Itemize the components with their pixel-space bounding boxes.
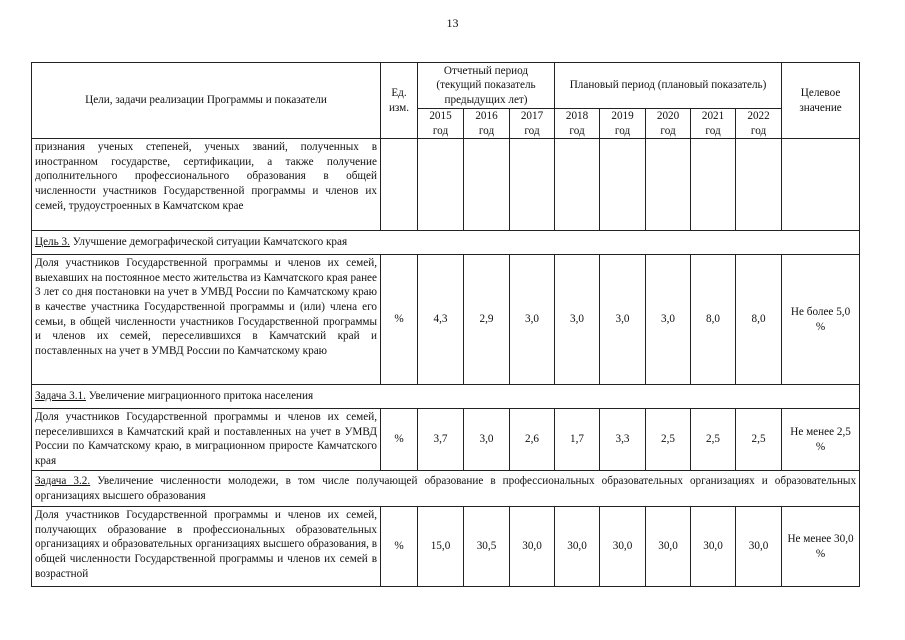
indicator-text: Доля участников Государственной программы и членов их семей, получающих образование в профессиональных образовательных организациях и образовательных организациях высшего образования, в общей численности Государственной программы и членов их семей в возрастной <box>32 507 381 587</box>
header-year: 2020 год <box>646 109 691 139</box>
header-year: 2015 год <box>418 109 464 139</box>
header-unit: Ед. изм. <box>381 63 418 139</box>
value-cell: 30,0 <box>691 507 736 587</box>
value-cell: 2,5 <box>646 409 691 471</box>
header-target: Целевое значение <box>782 63 860 139</box>
value-cell: 1,7 <box>555 409 600 471</box>
goal-label: Цель 3. <box>35 236 70 249</box>
indicator-row <box>32 507 860 587</box>
indicator-row <box>32 409 860 471</box>
header-planned-period: Плановый период (плановый показатель) <box>555 63 782 109</box>
header-year: 2016 год <box>464 109 510 139</box>
value-cell: 8,0 <box>691 255 736 385</box>
target-cell: Не менее 2,5 % <box>782 409 860 471</box>
value-cell: 30,0 <box>736 507 782 587</box>
value-cell: 2,6 <box>510 409 555 471</box>
value-cell: 30,0 <box>555 507 600 587</box>
header-reporting-period: Отчетный период (текущий показатель предыдущих лет) <box>418 63 555 109</box>
continuation-text: признания ученых степеней, ученых званий, полученных в иностранном государстве, сертификации, а также получение дополнительного профессионального образования в общей численности участников Государственной программы и членов их семей, трудоустроенных в Камчатском крае <box>32 139 381 231</box>
value-cell: 4,3 <box>418 255 464 385</box>
value-cell: 3,0 <box>555 255 600 385</box>
unit-cell: % <box>381 507 418 587</box>
task-text: Увеличение численности молодежи, в том числе получающей образование в профессиональных образовательных организациях и образовательных организациях высшего образования <box>35 475 857 502</box>
indicator-row <box>32 255 860 385</box>
unit-cell: % <box>381 409 418 471</box>
value-cell: 2,5 <box>691 409 736 471</box>
value-cell: 30,0 <box>600 507 646 587</box>
value-cell: 3,0 <box>646 255 691 385</box>
task-label: Задача 3.2. <box>35 475 91 488</box>
task-label: Задача 3.1. <box>35 390 86 403</box>
value-cell: 30,5 <box>464 507 510 587</box>
value-cell: 2,9 <box>464 255 510 385</box>
value-cell: 3,7 <box>418 409 464 471</box>
unit-cell: % <box>381 255 418 385</box>
value-cell: 15,0 <box>418 507 464 587</box>
header-year: 2017 год <box>510 109 555 139</box>
page-number: 13 <box>446 16 459 30</box>
task-text: Увеличение миграционного притока населения <box>85 390 314 403</box>
task-row <box>32 471 860 507</box>
continuation-row <box>32 139 860 231</box>
target-cell: Не более 5,0 % <box>782 255 860 385</box>
header-year: 2022 год <box>736 109 782 139</box>
value-cell: 3,0 <box>510 255 555 385</box>
indicator-text: Доля участников Государственной программы и членов их семей, переселившихся в Камчатский край и поставленных на учет в УМВД России по Камчатскому краю, в миграционном приросте Камчатского края <box>32 409 381 471</box>
value-cell: 8,0 <box>736 255 782 385</box>
indicator-text: Доля участников Государственной программы и членов их семей, выехавших на постоянное место жительства из Камчатского края ранее 3 лет со дня постановки на учет в УМВД России по Камчатскому краю в качестве участника Государственной программы и (или) члена его семьи, в общей численности участников Государственной программы и членов их семей, переселившихся в Камчатский край и поставленных на учет в УМВД России по Камчатскому краю <box>32 255 381 385</box>
indicators-table <box>31 62 860 587</box>
value-cell: 30,0 <box>510 507 555 587</box>
value-cell: 3,0 <box>464 409 510 471</box>
goal-row <box>32 231 860 255</box>
value-cell: 2,5 <box>736 409 782 471</box>
goal-text: Улучшение демографической ситуации Камчатского края <box>69 236 348 249</box>
header-goals: Цели, задачи реализации Программы и показатели <box>32 63 381 139</box>
value-cell: 3,3 <box>600 409 646 471</box>
target-cell: Не менее 30,0 % <box>782 507 860 587</box>
header-year: 2018 год <box>555 109 600 139</box>
value-cell: 30,0 <box>646 507 691 587</box>
header-year: 2019 год <box>600 109 646 139</box>
task-row <box>32 385 860 409</box>
header-year: 2021 год <box>691 109 736 139</box>
value-cell: 3,0 <box>600 255 646 385</box>
